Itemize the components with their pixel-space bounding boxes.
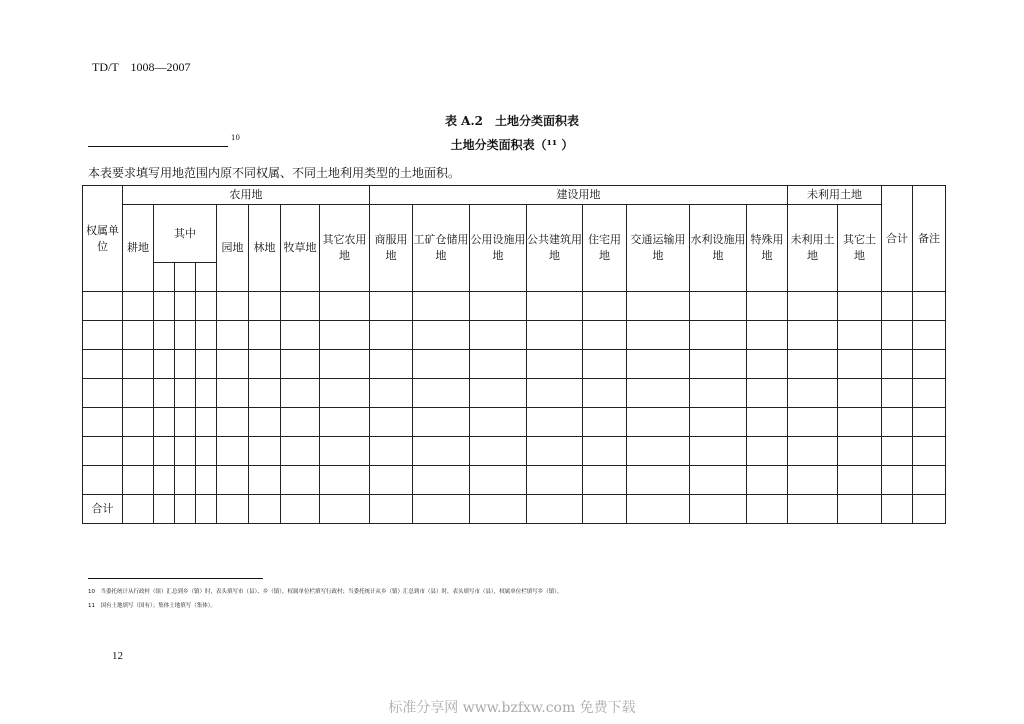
col-industrial: 工矿仓储用地 bbox=[413, 205, 470, 292]
table-cell bbox=[83, 408, 123, 437]
table-cell bbox=[370, 408, 413, 437]
table-cell bbox=[527, 408, 583, 437]
table-cell bbox=[747, 379, 788, 408]
total-row-label: 合计 bbox=[83, 495, 123, 524]
table-cell bbox=[123, 292, 154, 321]
table-cell bbox=[249, 292, 281, 321]
table-cell bbox=[747, 495, 788, 524]
table-cell bbox=[370, 321, 413, 350]
table-cell bbox=[583, 408, 627, 437]
table-cell bbox=[838, 350, 882, 379]
table-cell bbox=[913, 321, 946, 350]
table-cell bbox=[627, 495, 690, 524]
table-cell bbox=[527, 321, 583, 350]
table-cell bbox=[838, 408, 882, 437]
table-cell bbox=[217, 495, 249, 524]
table-cell bbox=[913, 408, 946, 437]
table-cell bbox=[123, 466, 154, 495]
table-cell bbox=[175, 379, 196, 408]
table-cell bbox=[838, 379, 882, 408]
table-cell bbox=[217, 379, 249, 408]
table-cell bbox=[882, 379, 913, 408]
table-cell bbox=[838, 495, 882, 524]
table-cell bbox=[196, 495, 217, 524]
table-cell bbox=[83, 350, 123, 379]
sub-cell bbox=[196, 263, 217, 292]
table-cell bbox=[882, 495, 913, 524]
table-cell bbox=[413, 495, 470, 524]
table-row bbox=[83, 437, 946, 466]
table-cell bbox=[527, 466, 583, 495]
table-cell bbox=[690, 466, 747, 495]
col-arable: 耕地 bbox=[123, 205, 154, 292]
table-cell bbox=[249, 495, 281, 524]
table-cell bbox=[196, 321, 217, 350]
table-cell bbox=[690, 321, 747, 350]
watermark-text: 标准分享网 www.bzfxw.com 免费下载 bbox=[388, 700, 636, 716]
table-cell bbox=[175, 321, 196, 350]
page-number: 12 bbox=[112, 650, 123, 662]
table-cell bbox=[413, 466, 470, 495]
table-cell bbox=[249, 466, 281, 495]
table-cell bbox=[882, 350, 913, 379]
land-area-table bbox=[82, 185, 946, 524]
table-cell bbox=[583, 466, 627, 495]
table-cell bbox=[838, 292, 882, 321]
table-cell bbox=[249, 408, 281, 437]
table-cell bbox=[196, 292, 217, 321]
table-cell bbox=[83, 466, 123, 495]
table-cell bbox=[413, 350, 470, 379]
col-public-facility: 公用设施用地 bbox=[470, 205, 527, 292]
table-cell bbox=[123, 408, 154, 437]
table-cell bbox=[83, 292, 123, 321]
table-cell bbox=[788, 292, 838, 321]
table-cell bbox=[747, 408, 788, 437]
table-cell bbox=[747, 292, 788, 321]
table-cell bbox=[370, 495, 413, 524]
table-cell bbox=[882, 437, 913, 466]
col-commercial: 商服用地 bbox=[370, 205, 413, 292]
table-cell bbox=[249, 379, 281, 408]
table-cell bbox=[154, 408, 175, 437]
table-cell bbox=[583, 321, 627, 350]
table-cell bbox=[690, 495, 747, 524]
table-cell bbox=[281, 379, 320, 408]
table-cell bbox=[413, 292, 470, 321]
table-cell bbox=[281, 321, 320, 350]
table-cell bbox=[788, 321, 838, 350]
table-cell bbox=[413, 437, 470, 466]
table-cell bbox=[627, 350, 690, 379]
table-row bbox=[83, 466, 946, 495]
sub-cell bbox=[154, 263, 175, 292]
instruction-text: 本表要求填写用地范围内原不同权属、不同土地利用类型的土地面积。 bbox=[88, 166, 461, 180]
table-cell bbox=[249, 321, 281, 350]
table-cell bbox=[320, 292, 370, 321]
table-cell bbox=[217, 408, 249, 437]
table-cell bbox=[217, 350, 249, 379]
table-cell bbox=[281, 466, 320, 495]
table-cell bbox=[320, 408, 370, 437]
table-cell bbox=[196, 437, 217, 466]
table-cell bbox=[470, 408, 527, 437]
table-cell bbox=[690, 437, 747, 466]
col-other-land: 其它土地 bbox=[838, 205, 882, 292]
table-cell bbox=[627, 379, 690, 408]
table-cell bbox=[627, 408, 690, 437]
table-cell bbox=[175, 495, 196, 524]
table-cell bbox=[413, 379, 470, 408]
table-cell bbox=[320, 495, 370, 524]
table-cell bbox=[882, 466, 913, 495]
table-cell bbox=[281, 292, 320, 321]
table-cell bbox=[583, 495, 627, 524]
table-cell bbox=[913, 466, 946, 495]
table-cell bbox=[413, 321, 470, 350]
table-cell bbox=[788, 495, 838, 524]
table-cell bbox=[175, 292, 196, 321]
table-cell bbox=[123, 350, 154, 379]
table-cell bbox=[175, 437, 196, 466]
table-cell bbox=[249, 350, 281, 379]
standard-code: TD/T 1008—2007 bbox=[92, 60, 191, 74]
col-of-which: 其中 bbox=[154, 205, 217, 263]
table-cell bbox=[527, 292, 583, 321]
table-cell bbox=[281, 495, 320, 524]
table-cell bbox=[249, 437, 281, 466]
table-cell bbox=[217, 437, 249, 466]
col-pasture: 牧草地 bbox=[281, 205, 320, 292]
table-cell bbox=[370, 350, 413, 379]
owner-unit-header: 权属单位 bbox=[83, 186, 123, 292]
table-cell bbox=[320, 466, 370, 495]
total-row bbox=[83, 495, 946, 524]
col-residential: 住宅用地 bbox=[583, 205, 627, 292]
table-cell bbox=[747, 466, 788, 495]
table-cell bbox=[370, 466, 413, 495]
table-cell bbox=[583, 379, 627, 408]
table-cell bbox=[281, 350, 320, 379]
table-row bbox=[83, 321, 946, 350]
col-other-agri: 其它农用地 bbox=[320, 205, 370, 292]
table-cell bbox=[470, 292, 527, 321]
table-cell bbox=[217, 466, 249, 495]
table-cell bbox=[788, 408, 838, 437]
table-cell bbox=[690, 292, 747, 321]
table-cell bbox=[882, 292, 913, 321]
footnote-11: 11 国有土地填写（国有）；集体土地填写（集体）。 bbox=[88, 603, 217, 609]
table-cell bbox=[913, 350, 946, 379]
table-cell bbox=[747, 437, 788, 466]
table-cell bbox=[154, 466, 175, 495]
table-cell bbox=[83, 437, 123, 466]
table-cell bbox=[320, 437, 370, 466]
table-row bbox=[83, 292, 946, 321]
table-cell bbox=[196, 379, 217, 408]
table-cell bbox=[690, 350, 747, 379]
table-cell bbox=[882, 408, 913, 437]
table-cell bbox=[527, 350, 583, 379]
table-cell bbox=[413, 408, 470, 437]
table-cell bbox=[690, 379, 747, 408]
table-cell bbox=[175, 408, 196, 437]
table-cell bbox=[470, 437, 527, 466]
table-cell bbox=[470, 466, 527, 495]
construction-group-header: 建设用地 bbox=[370, 186, 788, 205]
table-cell bbox=[838, 321, 882, 350]
table-cell bbox=[838, 466, 882, 495]
table-cell bbox=[370, 379, 413, 408]
table-cell bbox=[196, 350, 217, 379]
table-cell bbox=[788, 466, 838, 495]
footnote-mark-10: 10 bbox=[231, 134, 240, 142]
table-row bbox=[83, 350, 946, 379]
table-cell bbox=[913, 437, 946, 466]
table-row bbox=[83, 379, 946, 408]
table-cell bbox=[83, 379, 123, 408]
table-cell bbox=[838, 437, 882, 466]
table-cell bbox=[747, 350, 788, 379]
table-cell bbox=[527, 495, 583, 524]
table-cell bbox=[281, 437, 320, 466]
table-cell bbox=[154, 495, 175, 524]
col-garden: 园地 bbox=[217, 205, 249, 292]
table-cell bbox=[627, 437, 690, 466]
table-cell bbox=[470, 495, 527, 524]
table-cell bbox=[281, 408, 320, 437]
col-special: 特殊用地 bbox=[747, 205, 788, 292]
table-cell bbox=[154, 321, 175, 350]
table-cell bbox=[788, 379, 838, 408]
table-cell bbox=[583, 350, 627, 379]
table-cell bbox=[175, 350, 196, 379]
table-subtitle: 土地分类面积表（¹¹ ） bbox=[450, 138, 574, 152]
table-cell bbox=[217, 321, 249, 350]
table-cell bbox=[747, 321, 788, 350]
total-header: 合计 bbox=[882, 186, 913, 292]
col-unused-land: 未利用土地 bbox=[788, 205, 838, 292]
col-public-building: 公共建筑用地 bbox=[527, 205, 583, 292]
table-cell bbox=[83, 321, 123, 350]
sub-cell bbox=[175, 263, 196, 292]
table-cell bbox=[882, 321, 913, 350]
footnote-rule bbox=[88, 578, 263, 579]
table-cell bbox=[123, 321, 154, 350]
table-cell bbox=[788, 437, 838, 466]
agri-group-header: 农用地 bbox=[123, 186, 370, 205]
table-cell bbox=[217, 292, 249, 321]
table-cell bbox=[154, 292, 175, 321]
table-cell bbox=[913, 292, 946, 321]
table-cell bbox=[627, 321, 690, 350]
table-cell bbox=[154, 437, 175, 466]
table-cell bbox=[370, 292, 413, 321]
table-cell bbox=[583, 437, 627, 466]
table-cell bbox=[123, 437, 154, 466]
table-cell bbox=[527, 379, 583, 408]
table-cell bbox=[583, 292, 627, 321]
col-water: 水利设施用地 bbox=[690, 205, 747, 292]
table-cell bbox=[196, 408, 217, 437]
footnote-10: 10 当委托统计从行政村（组）汇总到乡（镇）时，表头填写市（县）、乡（镇），权属单位栏填写行政村；当委托统计从乡（镇）汇总到市（县）时，表头填写市（县），权属单位栏填写乡（镇）。 bbox=[88, 589, 563, 595]
unused-group-header: 未利用土地 bbox=[788, 186, 882, 205]
table-cell bbox=[470, 321, 527, 350]
table-cell bbox=[470, 350, 527, 379]
table-cell bbox=[470, 379, 527, 408]
table-cell bbox=[154, 350, 175, 379]
table-cell bbox=[123, 495, 154, 524]
table-cell bbox=[370, 437, 413, 466]
table-cell bbox=[320, 379, 370, 408]
col-transport: 交通运输用地 bbox=[627, 205, 690, 292]
table-cell bbox=[527, 437, 583, 466]
table-cell bbox=[627, 292, 690, 321]
table-cell bbox=[627, 466, 690, 495]
table-cell bbox=[320, 321, 370, 350]
table-cell bbox=[175, 466, 196, 495]
col-forest: 林地 bbox=[249, 205, 281, 292]
table-cell bbox=[913, 495, 946, 524]
table-cell bbox=[690, 408, 747, 437]
table-cell bbox=[154, 379, 175, 408]
table-cell bbox=[196, 466, 217, 495]
table-cell bbox=[123, 379, 154, 408]
table-cell bbox=[913, 379, 946, 408]
remarks-header: 备注 bbox=[913, 186, 946, 292]
table-cell bbox=[320, 350, 370, 379]
table-row bbox=[83, 408, 946, 437]
table-title: 表 A.2 土地分类面积表 bbox=[444, 114, 580, 128]
table-cell bbox=[788, 350, 838, 379]
